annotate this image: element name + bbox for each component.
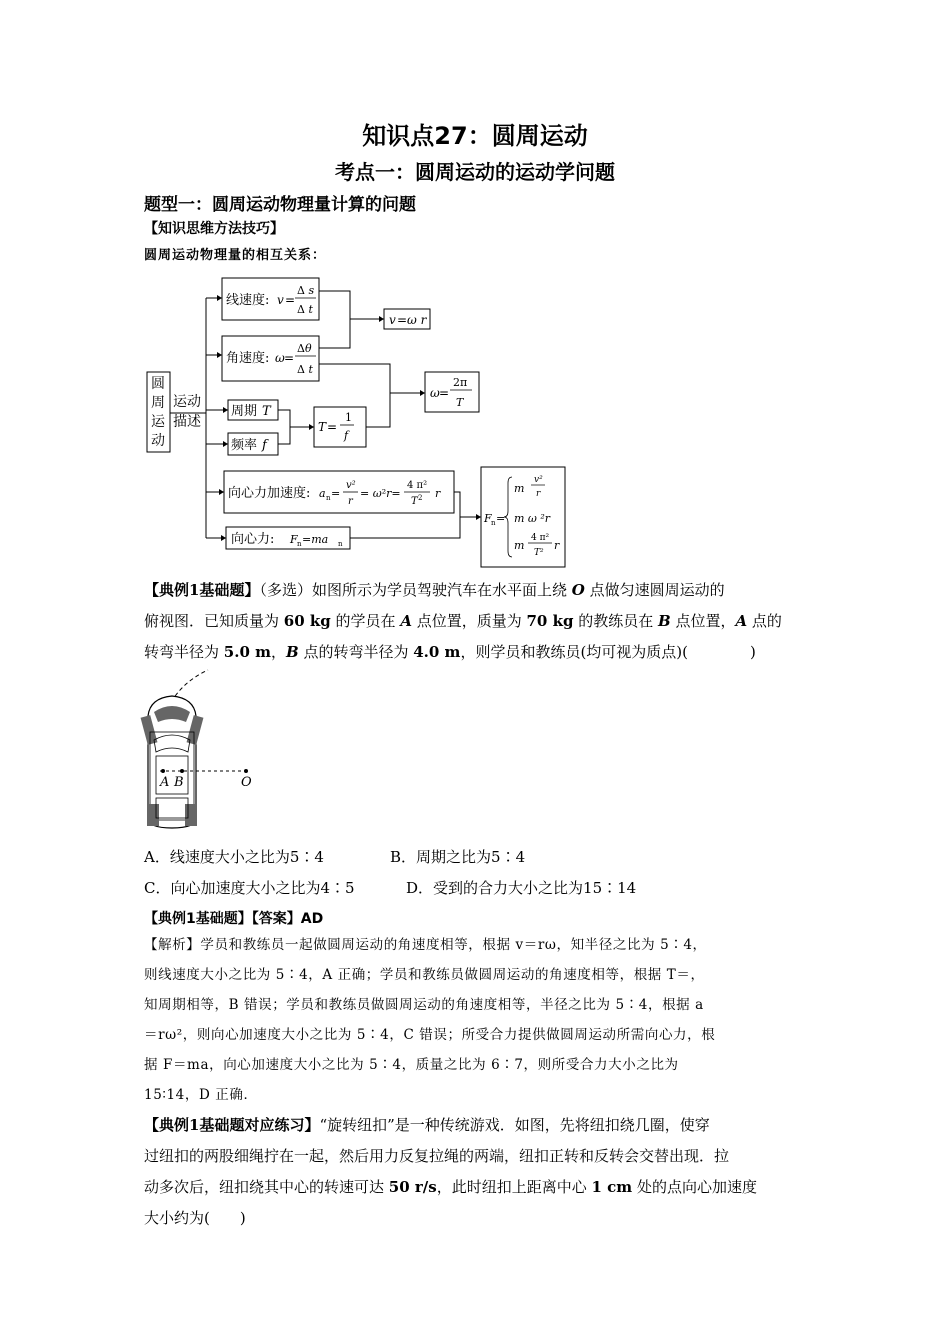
svg-text:m ω ²r: m ω ²r	[514, 512, 551, 525]
option-d: D．受到的合力大小之比为15∶14	[406, 879, 637, 897]
describe-label-1: 运动	[173, 394, 201, 410]
page-title: 知识点27：圆周运动	[362, 122, 588, 150]
svg-text:=: =	[439, 386, 450, 400]
svg-text:4 π²: 4 π²	[407, 480, 428, 491]
svg-text:n: n	[297, 540, 302, 548]
subtitle: 考点一：圆周运动的运动学问题	[335, 160, 615, 184]
practice-tag: 【典例1基础题对应练习】	[144, 1116, 320, 1134]
example1-question: 【典例1基础题】（多选）如图所示为学员驾驶汽车在水平面上绕 O 点做匀速圆周运动的 俯视图．已知质量为 60 kg 的学员在 A 点位置，质量为 70 kg 的教练员在 B 点位置，A 点的 转弯半径为 5.0 m，B 点的转弯半径为 4.0 m，则学员和教练员(均可视为质点)( )	[144, 581, 782, 661]
root-label-4: 动	[151, 433, 165, 449]
svg-text:=ma: =ma	[302, 533, 329, 546]
svg-text:Δ t: Δ t	[297, 303, 313, 316]
svg-text:F: F	[484, 512, 492, 525]
option-b: B．周期之比为5∶4	[390, 848, 526, 866]
practice-question: 【典例1基础题对应练习】“旋转纽扣”是一种传统游戏．如图，先将纽扣绕几圈，使穿 过纽扣的两股细绳拧在一起，然后用力反复拉绳的两端，纽扣正转和反转会交替出现．拉 动多次后，纽扣绕其中心的转速可达 50 r/s，此时纽扣上距离中心 1 cm 处的点向心加速度 大小约为( )	[144, 1116, 757, 1227]
root-label-2: 周	[151, 395, 165, 411]
svg-text:=: =	[284, 351, 295, 365]
svg-text:F: F	[290, 533, 298, 546]
analysis-line: 15∶14，D 正确．	[144, 1087, 258, 1103]
svg-text:T: T	[262, 404, 271, 419]
svg-text:=: =	[496, 512, 506, 525]
svg-text:4 π²: 4 π²	[531, 533, 550, 543]
svg-text:=: =	[285, 293, 296, 307]
svg-text:a: a	[319, 487, 326, 500]
analysis-line: ＝rω²，则向心加速度大小之比为 5∶4，C 错误；所受合力提供做圆周运动所需向心力，根	[144, 1027, 716, 1043]
svg-text:= ω²r=: = ω²r=	[360, 487, 401, 500]
svg-text:ω r: ω r	[407, 313, 427, 327]
analysis	[144, 930, 808, 1110]
car-label-a: A	[160, 775, 170, 790]
analysis-line: 【解析】学员和教练员一起做圆周运动的角速度相等，根据 v＝rω，知半径之比为 5∶4，	[144, 937, 707, 953]
angular-speed-label: 角速度:	[226, 351, 270, 366]
svg-text:Δ t: Δ t	[297, 363, 313, 376]
svg-text:n: n	[338, 540, 343, 548]
analysis-line: 知周期相等，B 错误；学员和教练员做圆周运动的角速度相等，半径之比为 5∶4，根据 a	[144, 997, 704, 1013]
svg-text:=: =	[397, 313, 408, 327]
relation-diagram	[140, 268, 580, 573]
root-label-1: 圆	[151, 376, 165, 392]
tips-header: 【知识思维方法技巧】	[144, 221, 284, 237]
centripetal-force-label: 向心力:	[231, 532, 275, 547]
svg-text:Δθ: Δθ	[297, 342, 312, 355]
svg-text:f: f	[344, 429, 349, 442]
car-top-view-figure	[140, 668, 270, 836]
svg-text:=: =	[327, 420, 338, 434]
svg-text:2π: 2π	[453, 376, 468, 389]
root-label-3: 运	[151, 414, 165, 430]
svg-text:f: f	[262, 438, 267, 453]
svg-text:n: n	[326, 494, 331, 502]
svg-text:r: r	[554, 539, 560, 552]
describe-label-2: 描述	[173, 414, 201, 430]
section-heading: 题型一：圆周运动物理量计算的问题	[144, 195, 416, 215]
svg-text:r: r	[536, 489, 541, 499]
option-a: A．线速度大小之比为5∶4	[144, 848, 324, 866]
analysis-line: 据 F＝ma，向心加速度大小之比为 5∶4，质量之比为 6∶7，则所受合力大小之比为	[144, 1057, 679, 1073]
svg-text:v: v	[389, 313, 396, 327]
relation-intro: 圆周运动物理量的相互关系：	[144, 248, 327, 263]
svg-text:T: T	[318, 420, 327, 434]
svg-text:m: m	[514, 539, 525, 552]
answer-line: 【典例1基础题】【答案】AD	[144, 911, 324, 927]
analysis-line: 则线速度大小之比为 5∶4，A 正确；学员和教练员做圆周运动的角速度相等，根据 T＝，	[144, 967, 705, 983]
car-label-o: O	[241, 775, 252, 790]
linear-speed-label: 线速度:	[226, 293, 270, 308]
car-label-b: B	[174, 775, 184, 790]
svg-text:r: r	[348, 496, 353, 507]
svg-text:n: n	[491, 519, 496, 527]
svg-text:v²: v²	[346, 480, 356, 491]
example1-tag: 【典例1基础题】	[144, 581, 260, 599]
svg-text:T²: T²	[534, 548, 544, 558]
centripetal-acc-label: 向心力加速度:	[228, 486, 311, 501]
period-label: 周期	[231, 404, 258, 419]
svg-text:v²: v²	[534, 475, 543, 485]
svg-text:v: v	[277, 293, 284, 307]
svg-text:=: =	[331, 487, 341, 500]
svg-text:m: m	[514, 482, 525, 495]
svg-text:2: 2	[418, 494, 423, 502]
svg-text:1: 1	[345, 411, 352, 424]
svg-text:ω: ω	[275, 351, 285, 365]
svg-text:ω: ω	[430, 386, 440, 400]
frequency-label: 频率	[231, 438, 258, 453]
svg-text:T: T	[411, 496, 418, 507]
svg-text:T: T	[456, 396, 464, 409]
svg-text:r: r	[435, 487, 441, 500]
svg-text:Δ s: Δ s	[297, 284, 315, 297]
option-c: C．向心加速度大小之比为4∶5	[144, 879, 355, 897]
